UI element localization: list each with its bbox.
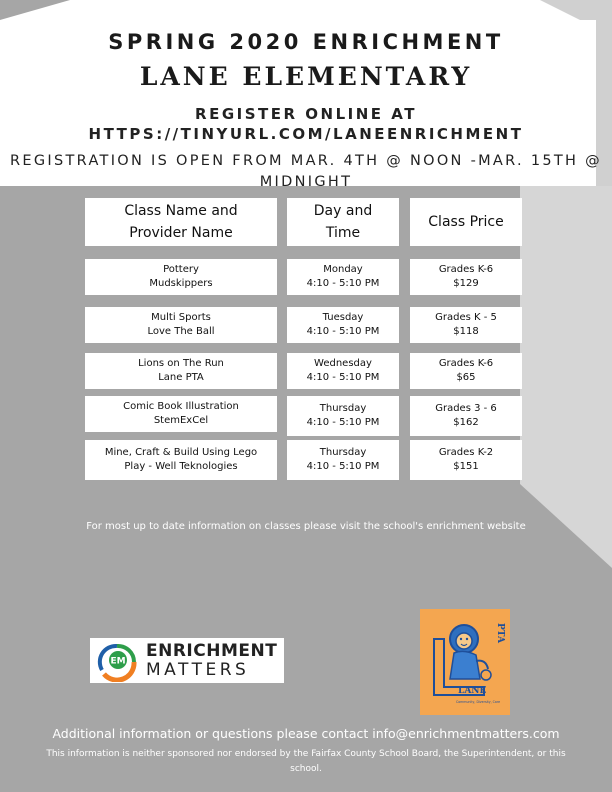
- table-row-4-name: Mine, Craft & Build Using Lego Play - Well Teknologies: [85, 440, 277, 480]
- decor-shape-right: [520, 186, 612, 568]
- header-class-name-line1: Class Name and: [124, 203, 238, 219]
- em-badge-text: EM: [110, 656, 126, 667]
- header-class-name: [85, 198, 277, 246]
- enrichment-matters-emblem-icon: [94, 640, 140, 682]
- disclaimer-text: This information is neither sponsored nor endorsed by the Fairfax County School Board, the Superintendent, or this school.: [46, 749, 566, 774]
- table-row-0-time: Monday 4:10 - 5:10 PM: [287, 259, 399, 295]
- pta-tagline: Community, Diversity, Care: [455, 700, 501, 704]
- header-class-name-line2: Provider Name: [129, 225, 233, 241]
- table-row-3-price: Grades 3 - 6 $162: [410, 396, 522, 436]
- table-row-1-name: Multi Sports Love The Ball: [85, 307, 277, 343]
- table-row-0-name: Pottery Mudskippers: [85, 259, 277, 295]
- table-row-2-time: Wednesday 4:10 - 5:10 PM: [287, 353, 399, 389]
- header-day-time-line2: Time: [325, 225, 361, 241]
- table-row-0-price: Grades K-6 $129: [410, 259, 522, 295]
- pta-letters: PTA: [495, 623, 505, 643]
- registration-dates: REGISTRATION IS OPEN FROM MAR. 4TH @ NOON -MAR. 15TH @ MIDNIGHT: [10, 153, 602, 190]
- table-row-3-time: Thursday 4:10 - 5:10 PM: [287, 396, 399, 436]
- table-row-2-name: Lions on The Run Lane PTA: [85, 353, 277, 389]
- info-text: For most up to date information on classes please visit the school's enrichment website: [86, 521, 526, 532]
- table-row-1-price: Grades K - 5 $118: [410, 307, 522, 343]
- header-class-price: Class Price: [410, 198, 522, 246]
- decor-triangle-left: [0, 0, 70, 20]
- table-row-3-name: Comic Book Illustration StemExCel: [85, 396, 277, 432]
- table-row-2-price: Grades K-6 $65: [410, 353, 522, 389]
- header-day-time: [287, 198, 399, 246]
- register-label: REGISTER ONLINE AT: [195, 105, 417, 123]
- contact-text: Additional information or questions please contact info@enrichmentmatters.com: [52, 726, 560, 741]
- enrichment-logo-line2: MATTERS: [146, 660, 250, 680]
- pta-name: LANE: [458, 686, 487, 696]
- table-row-1-time: Tuesday 4:10 - 5:10 PM: [287, 307, 399, 343]
- register-url[interactable]: HTTPS://TINYURL.COM/LANEENRICHMENT: [88, 125, 524, 143]
- table-row-4-price: Grades K-2 $151: [410, 440, 522, 480]
- enrichment-logo-line1: ENRICHMENT: [146, 641, 278, 661]
- page-title: SPRING 2020 ENRICHMENT: [108, 30, 504, 54]
- header-day-time-line1: Day and: [313, 203, 373, 219]
- enrichment-matters-logo: [90, 638, 284, 683]
- school-name: LANE ELEMENTARY: [139, 62, 473, 91]
- table-row-4-time: Thursday 4:10 - 5:10 PM: [287, 440, 399, 480]
- lion-mascot-icon: [420, 609, 510, 715]
- lane-pta-logo: [420, 609, 510, 715]
